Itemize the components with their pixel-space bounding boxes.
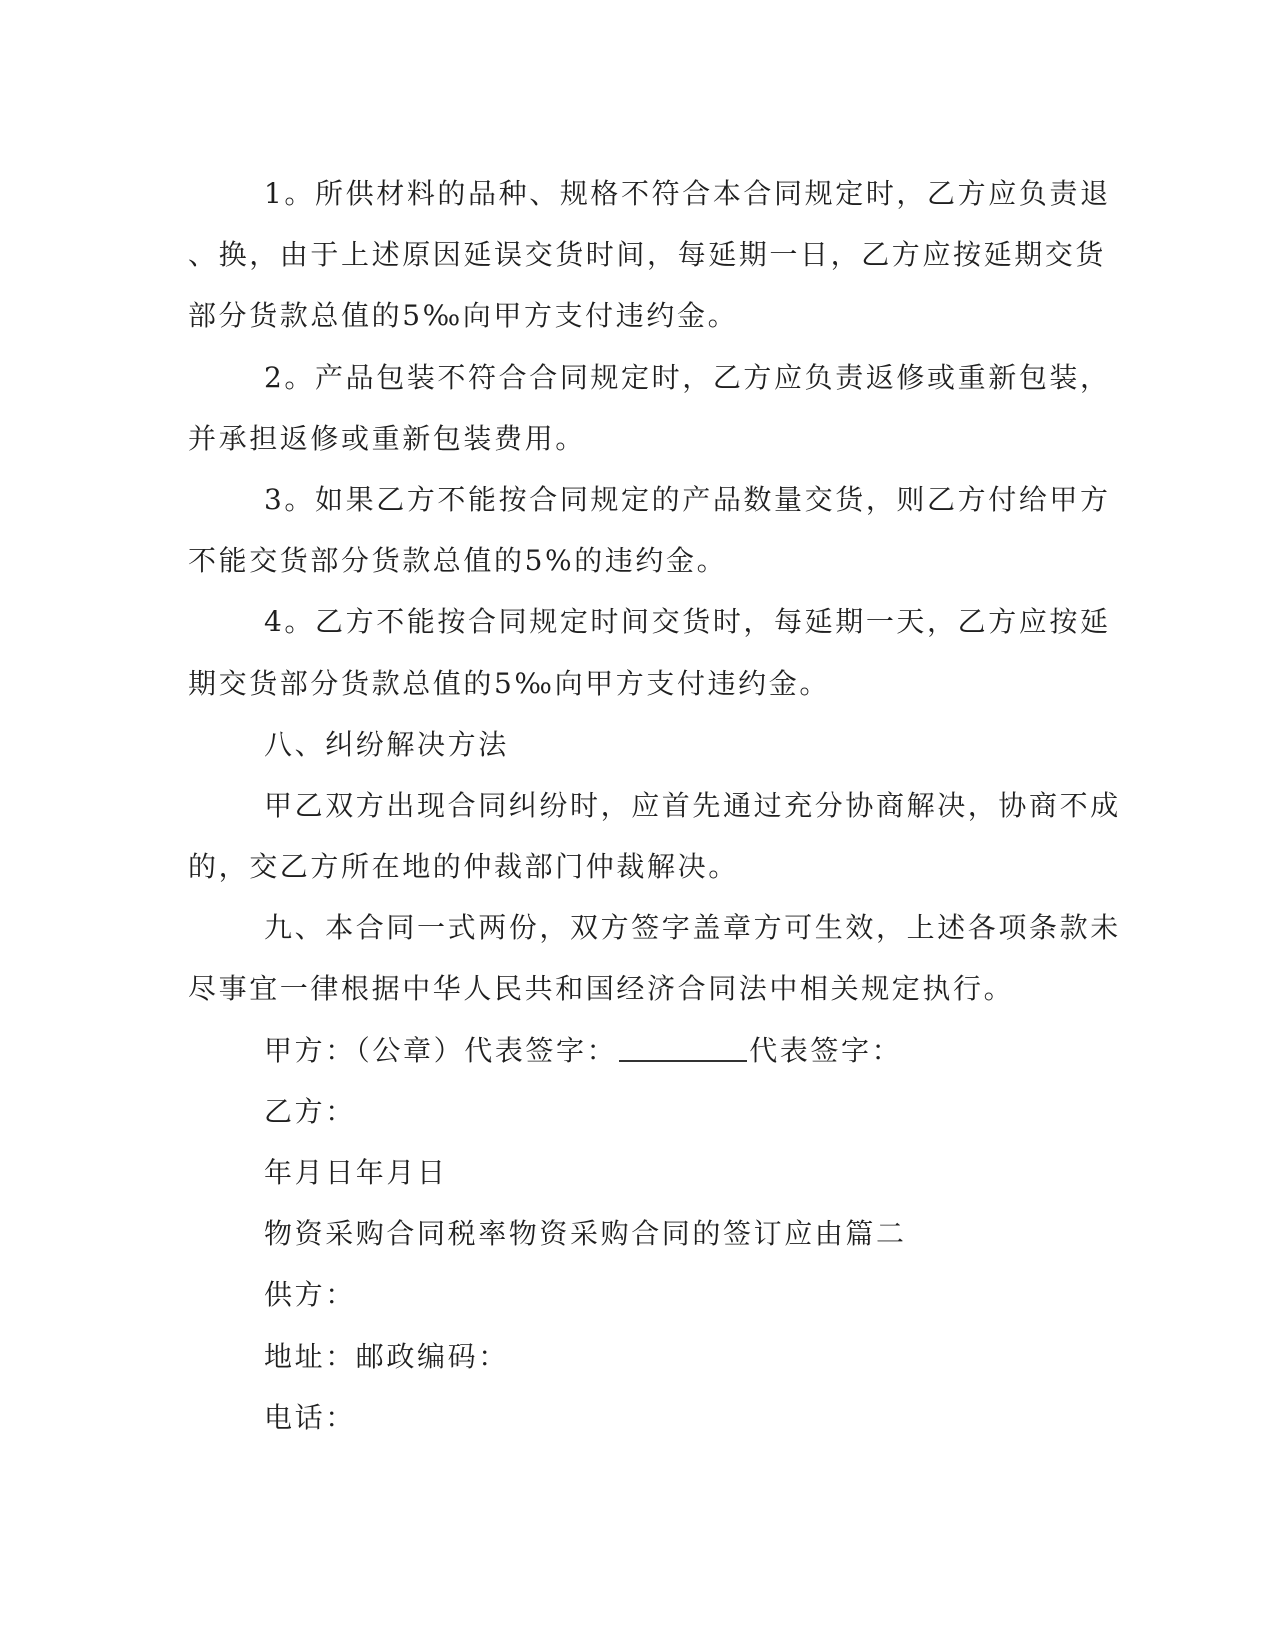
party-a-signature-line: [188, 1020, 1088, 1081]
phone-label: 电话：: [264, 1400, 356, 1434]
signature-dates: 年月日年月日: [264, 1156, 448, 1189]
address-postcode-label: 地址：邮政编码：: [264, 1339, 509, 1373]
party-b-label: 乙方：: [264, 1094, 356, 1128]
clause-4-line-2: 期交货部分货款总值的5‰向甲方支付违约金。: [188, 666, 830, 700]
clause-1-line-1: 1。所供材料的品种、规格不符合本合同规定时，乙方应负责退: [264, 177, 1111, 210]
clause-2-line-2: 并承担返修或重新包装费用。: [188, 421, 586, 455]
party-a-label: 甲方：（公章）代表签字：: [264, 1033, 618, 1067]
document-body: [188, 163, 1121, 1448]
representative-signature-label: 代表签字：: [749, 1033, 903, 1067]
clause-1-line-3: 部分货款总值的5‰向甲方支付违约金。: [188, 299, 739, 333]
clause-3-line-1: 3。如果乙方不能按合同规定的产品数量交货，则乙方付给甲方: [264, 482, 1111, 516]
clause-3-line-2: 不能交货部分货款总值的5%的违约金。: [188, 544, 728, 578]
section-9-line-2: 尽事宜一律根据中华人民共和国经济合同法中相关规定执行。: [188, 972, 1015, 1006]
section-9-line-1: 九、本合同一式两份，双方签字盖章方可生效，上述各项条款未: [264, 911, 1121, 945]
clause-2-line-1: 2。产品包装不符合合同规定时，乙方应负责返修或重新包装，: [264, 360, 1111, 394]
clause-1-line-2: 、换，由于上述原因延误交货时间，每延期一日，乙方应按延期交货: [188, 238, 1107, 272]
signature-blank: [619, 1034, 747, 1062]
dispute-line-2: 的，交乙方所在地的仲裁部门仲裁解决。: [188, 850, 739, 884]
next-contract-title: 物资采购合同税率物资采购合同的签订应由篇二: [264, 1217, 907, 1251]
section-8-heading: 八、纠纷解决方法: [264, 727, 509, 761]
clause-4-line-1: 4。乙方不能按合同规定时间交货时，每延期一天，乙方应按延: [264, 605, 1111, 639]
dispute-line-1: 甲乙双方出现合同纠纷时，应首先通过充分协商解决，协商不成: [264, 788, 1121, 822]
supplier-label: 供方：: [264, 1278, 356, 1312]
